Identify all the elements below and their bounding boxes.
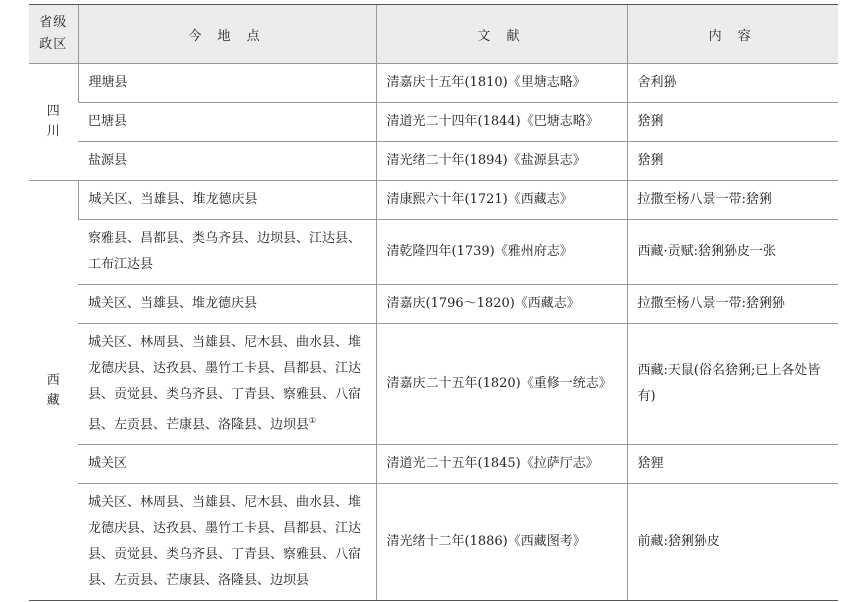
- content-cell: 前藏:猞猁狲皮: [627, 484, 838, 601]
- table-row: [29, 220, 838, 285]
- source-cell: 清光绪二十年(1894)《盐源县志》: [376, 142, 627, 181]
- place-cell: 城关区、当雄县、堆龙德庆县: [78, 285, 376, 324]
- content-cell: 拉撒至杨八景一带:猞猁: [627, 181, 838, 220]
- place-cell: 巴塘县: [78, 103, 376, 142]
- header-province: [29, 5, 78, 64]
- place-cell: 盐源县: [78, 142, 376, 181]
- content-cell: 猞猁: [627, 103, 838, 142]
- content-cell: 舍利狲: [627, 64, 838, 103]
- records-table: [29, 4, 838, 601]
- place-cell: 城关区: [78, 445, 376, 484]
- province-char: 四: [46, 104, 60, 119]
- header-source: 文 献: [376, 5, 627, 64]
- source-cell: 清康熙六十年(1721)《西藏志》: [376, 181, 627, 220]
- source-cell: 清嘉庆二十五年(1820)《重修一统志》: [376, 324, 627, 445]
- table-row: [29, 445, 838, 484]
- table-row: [29, 285, 838, 324]
- footnote-marker: ①: [309, 416, 317, 425]
- place-cell: 城关区、当雄县、堆龙德庆县: [78, 181, 376, 220]
- province-cell-sichuan: [29, 64, 78, 181]
- content-cell: 猞猁: [627, 142, 838, 181]
- header-place: 今 地 点: [78, 5, 376, 64]
- place-cell: 理塘县: [78, 64, 376, 103]
- header-province-line-1: 省级: [39, 15, 68, 30]
- source-cell: 清嘉庆(1796～1820)《西藏志》: [376, 285, 627, 324]
- province-cell-xizang: [29, 181, 78, 601]
- content-cell: 猞狸: [627, 445, 838, 484]
- table-row: [29, 142, 838, 181]
- place-cell: 察雅县、昌都县、类乌齐县、边坝县、江达县、工布江达县: [78, 220, 376, 285]
- place-text: 城关区、林周县、当雄县、尼木县、曲水县、堆龙德庆县、达孜县、墨竹工卡县、昌都县、江达县、贡觉县、类乌齐县、丁青县、察雅县、八宿县、左贡县、芒康县、洛隆县、边坝县: [88, 335, 362, 433]
- table-body: [29, 64, 838, 601]
- source-cell: 清乾隆四年(1739)《雅州府志》: [376, 220, 627, 285]
- place-cell: 城关区、林周县、当雄县、尼木县、曲水县、堆龙德庆县、达孜县、墨竹工卡县、昌都县、江达县、贡觉县、类乌齐县、丁青县、察雅县、八宿县、左贡县、芒康县、洛隆县、边坝县: [78, 484, 376, 601]
- table-row: [29, 484, 838, 601]
- place-cell: [78, 324, 376, 445]
- source-cell: 清道光二十五年(1845)《拉萨厅志》: [376, 445, 627, 484]
- province-char: 藏: [46, 392, 60, 408]
- table-row: [29, 64, 838, 103]
- table-row: [29, 181, 838, 220]
- content-cell: 西藏·贡赋:猞猁狲皮一张: [627, 220, 838, 285]
- content-cell: 拉撒至杨八景一带:猞猁狲: [627, 285, 838, 324]
- table-row: [29, 103, 838, 142]
- source-cell: 清光绪十二年(1886)《西藏图考》: [376, 484, 627, 601]
- table-header: [29, 5, 838, 64]
- source-cell: 清道光二十四年(1844)《巴塘志略》: [376, 103, 627, 142]
- table-row: [29, 324, 838, 445]
- header-content: 内 容: [627, 5, 838, 64]
- content-cell: 西藏:天鼠(俗名猞猁;已上各处皆有): [627, 324, 838, 445]
- province-char: 川: [46, 124, 60, 139]
- header-province-line-2: 政区: [39, 37, 68, 52]
- source-cell: 清嘉庆十五年(1810)《里塘志略》: [376, 64, 627, 103]
- province-char: 西: [46, 372, 60, 388]
